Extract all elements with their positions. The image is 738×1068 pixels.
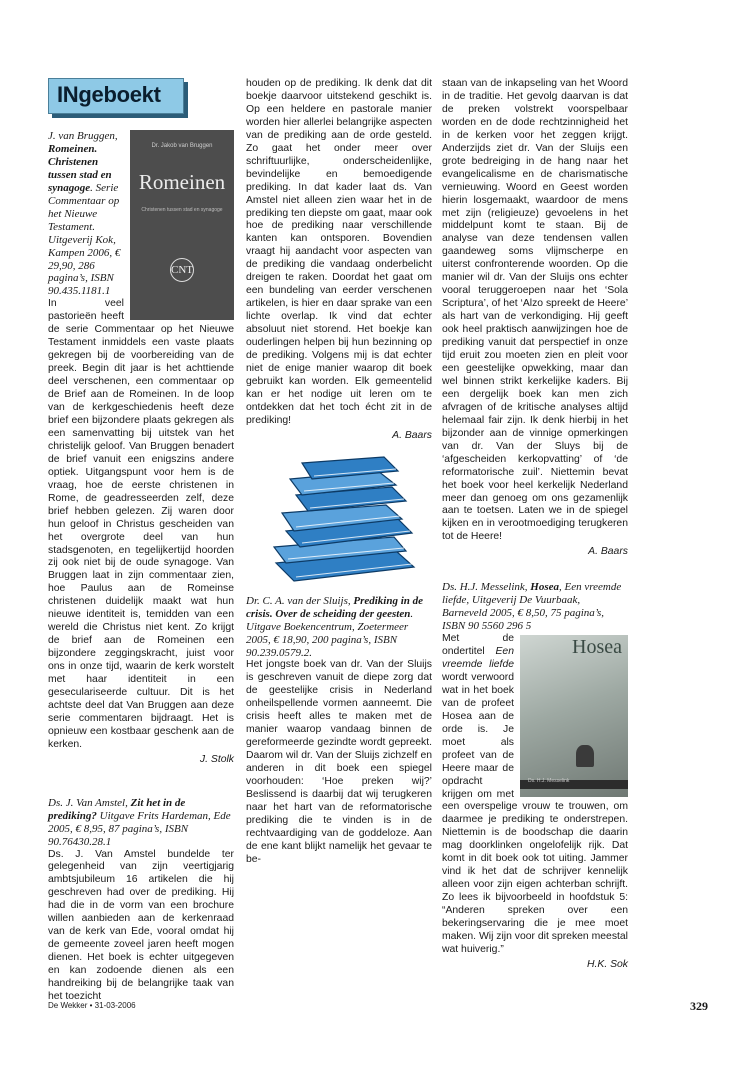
book-cover-hosea bbox=[520, 635, 628, 797]
books-stack-illustration bbox=[246, 451, 432, 589]
review-body: houden op de prediking. Ik denk dat dit boekje daarvoor uitstekend geschikt is. Op een heldere en pastorale manier worden hier allerlei belangrijke aspecten van de prediking aan de orde gesteld. Zo gaat het onder meer over schriftuurlijke, onderscheidenlijke, bevindelijke en bemoedigende prediking. In dat kader laat ds. Van Amstel niet alleen zien waar het in de prediking ten diepste om gaat, maar ook hoe de prediking naar verschillende kanten kan ontsporen. Bovendien vraagt hij aandacht voor aspecten van de prediking die vandaag onderbelicht dreigen te raken. Doordat het gaat om een bundeling van eerder verschenen artikelen, is hier en daar sprake van een lichte overlap. Ik vind dat echter absoluut niet storend. Het boekje kan ouderlingen helpen bij hun bezinning op de prediking. Volgens mij is dat echter niet de enige manier waarop dit boek gebruikt kan worden. Elk gemeentelid kan er het nodige uit leren om te ontdekken dat het toch écht zit in de prediking! bbox=[246, 78, 432, 426]
cover-author: Dr. Jakob van Bruggen bbox=[151, 143, 213, 149]
cover-band-text: Ds. H.J. Messelink bbox=[528, 778, 570, 785]
section-title: INgeboekt bbox=[57, 82, 161, 107]
review-meta: J. van Bruggen, Romeinen. Christenen tussen stad en synagoge. Serie Commentaar op het Nieuwe Testament. Uitgeverij Kok, Kampen 2006, € 29,90, 286 pagina’s, ISBN 90.435.1181.1 bbox=[48, 130, 121, 298]
books-stack-icon bbox=[246, 451, 432, 589]
column-3 bbox=[442, 78, 628, 972]
review-signature: H.K. Sok bbox=[587, 958, 628, 970]
review-meta: Dr. C. A. van der Sluijs, Prediking in de crisis. Over de scheiding der geesten. Uitgave Boekencentrum, Zoetermeer 2005, € 18,90, 200 pagina’s, ISBN 90.239.0579.2. bbox=[246, 594, 424, 659]
review-body: In veel pastorieën heeft de serie Commentaar op het Nieuwe Testament inmiddels een vaste plaats gekregen bij de voorbereiding van de preek. Begin dit jaar is het achttiende deel verschenen, een commentaar op de Brief aan de Romeinen. In de loop van de kerkgeschiedenis heeft deze brief een bijzondere plaats gekregen als een samenvatting bij uitstek van het christelijk geloof. Van Bruggen benadert de brief vanuit een enigszins andere optiek. Uitgangspunt voor hem is de vraag, hoe de eerste christenen in Rome, de geadresseerden zelf, deze brief hebben gelezen. Zij waren door hun geloof in Christus gescheiden van het overgrote deel van hun stadsgenoten, en tegelijkertijd hoorden zij ook niet bij de oude synagoge. Van Bruggen laat in zijn commentaar zien, hoe Paulus aan de Romeinse christenen duidelijk maakt wat hun nieuwe identiteit is, temidden van een wereld die Christus niet kent. Zo krijgt de brief aan de Romeinen een bijzondere zeggingskracht, juist voor ons in onze tijd, waarin de kerk worstelt met haar identiteit in een geseculariseerde cultuur. Dit is het achtste deel dat Van Bruggen aan deze serie commentaren bijdraagt. Het is opnieuw een kostbaar geschenk aan de kerken. bbox=[48, 298, 234, 750]
publisher-logo-icon: CNT bbox=[170, 258, 194, 282]
review-body: Ds. J. Van Amstel bundelde ter gelegenheid van zijn veertigjarig ambtsjubileum 16 artikelen die hij geschreven had over de prediking. Hij had die in de vorm van een brochure willen aanbieden aan de kerkenraad van de kerk van Ede, vooral omdat hij de gemeente zoveel jaren heeft mogen dienen. Het boek is echter uitgegeven en kan zodoende dienen als een handreiking bij de belangrijke taak van het toezicht bbox=[48, 848, 234, 1002]
review-signature: A. Baars bbox=[392, 429, 432, 441]
footer-publication: De Wekker • 31-03-2006 bbox=[48, 1001, 136, 1010]
cover-title: Romeinen bbox=[138, 170, 226, 194]
cover-title: Hosea bbox=[572, 636, 622, 659]
figure-illustration bbox=[576, 745, 594, 767]
review-body: Het jongste boek van dr. Van der Sluijs is geschreven vanuit de diepe zorg dat de geestelijke crisis in Nederland onheilspellende vormen aanneemt. Die crisis heeft alles te maken met de manier waarop vandaag binnen de gereformeerde gezindte wordt gepreekt. Daarom wil dr. Van der Sluijs zichzelf en anderen in dit boek een spiegel voorhouden: ‘Hoe preken wij?’ Beslissend is daarbij dat wij terugkeren naar het hart van de reformatorische prediking die te vinden is in de rechtvaardiging van de goddeloze. Aan de ene kant blijkt namelijk het gevaar te be- bbox=[246, 659, 432, 865]
review-signature: J. Stolk bbox=[199, 753, 234, 765]
column-2 bbox=[246, 78, 432, 867]
review-signature: A. Baars bbox=[588, 546, 628, 558]
book-cover-romeinen bbox=[130, 130, 234, 320]
column-1 bbox=[48, 78, 234, 1004]
review-meta: Ds. H.J. Messelink, Hosea, Een vreemde liefde, Uitgeverij De Vuurbaak, Barneveld 2005, € 8,50, 75 pagina’s, ISBN 90 5560 296 5 bbox=[442, 581, 622, 633]
cover-subtitle: Christenen tussen stad en synagoge bbox=[141, 207, 223, 213]
review-body: staan van de inkapseling van het Woord in de traditie. Het gevolg daarvan is dat de preken volstrekt voorspelbaar worden en de dode rechtzinnigheid het in de kerken voor het zeggen krijgt. Anderzijds ziet dr. Van der Sluijs een grote bedreiging in de hang naar het evangelicalisme en de charismatische vernieuwing. Woord en Geest worden hierin losgemaakt, waardoor de mens met zijn (religieuze) gevoelens in het middelpunt komt te staan. Bij de analyse van deze tendensen vallen gaandeweg soms vlijmscherpe en uiterst confronterende woorden. Op die manier wil dr. Van der Sluijs ons echter vooral teruggeroepen naar het ‘Sola Scriptura’, of het ‘Alzo spreekt de Heere’ als hart van de verkondiging. Hij geeft ook heel praktisch aanwijzingen hoe de prediking vanuit dat perspectief in onze tijd eruit zou moeten zien en pleit voor een geestelijke opwekking, maar dan wel binnen strikt kerkelijke kaders. Bij een dergelijk boek kan men zich afvragen of de kritische analyses altijd helemaal fair zijn. Ik denk hierbij in het bijzonder aan de vinnige opmerkingen van dr. Van der Sluys bij de ‘afgescheiden kerkopvatting’ of ‘de reformatorische zuil’. Niettemin bevat het boek voor heel kerkelijk Nederland meer dan genoeg om ons gezamenlijk aan te toetsen. Laten we in de spiegel kijken en in verootmoediging terugkeren tot de Heere! bbox=[442, 78, 628, 543]
page-number: 329 bbox=[690, 999, 708, 1013]
review-body: Met de ondertitel Een vreemde liefde wordt verwoord wat in het boek van de profeet Hosea aan de orde is. Je moet als profeet van de Heere maar de opdracht krijgen om met een overspelige vrouw te trouwen, om daarmee je prediking te onderstrepen. Niettemin is de boodschap die daarin mag doorklinken ongelofelijk rijk. Dat komt in dit boek ook tot uiting. Jammer vind ik het dat de schrijver kennelijk alleen voor zijn eigen achterban schrijft. Zo lees ik bijvoorbeeld in hoofdstuk 5: “Anderen spreken over een bekeringservaring die je mee moet maken. Wij zijn voor dit spreken meestal wat huiverig.” bbox=[442, 633, 628, 955]
review-meta: Ds. J. Van Amstel, Zit het in de prediking? Uitgave Frits Hardeman, Ede 2005, € 8,95, 87 pagina’s, ISBN 90.76430.28.1 bbox=[48, 796, 231, 848]
